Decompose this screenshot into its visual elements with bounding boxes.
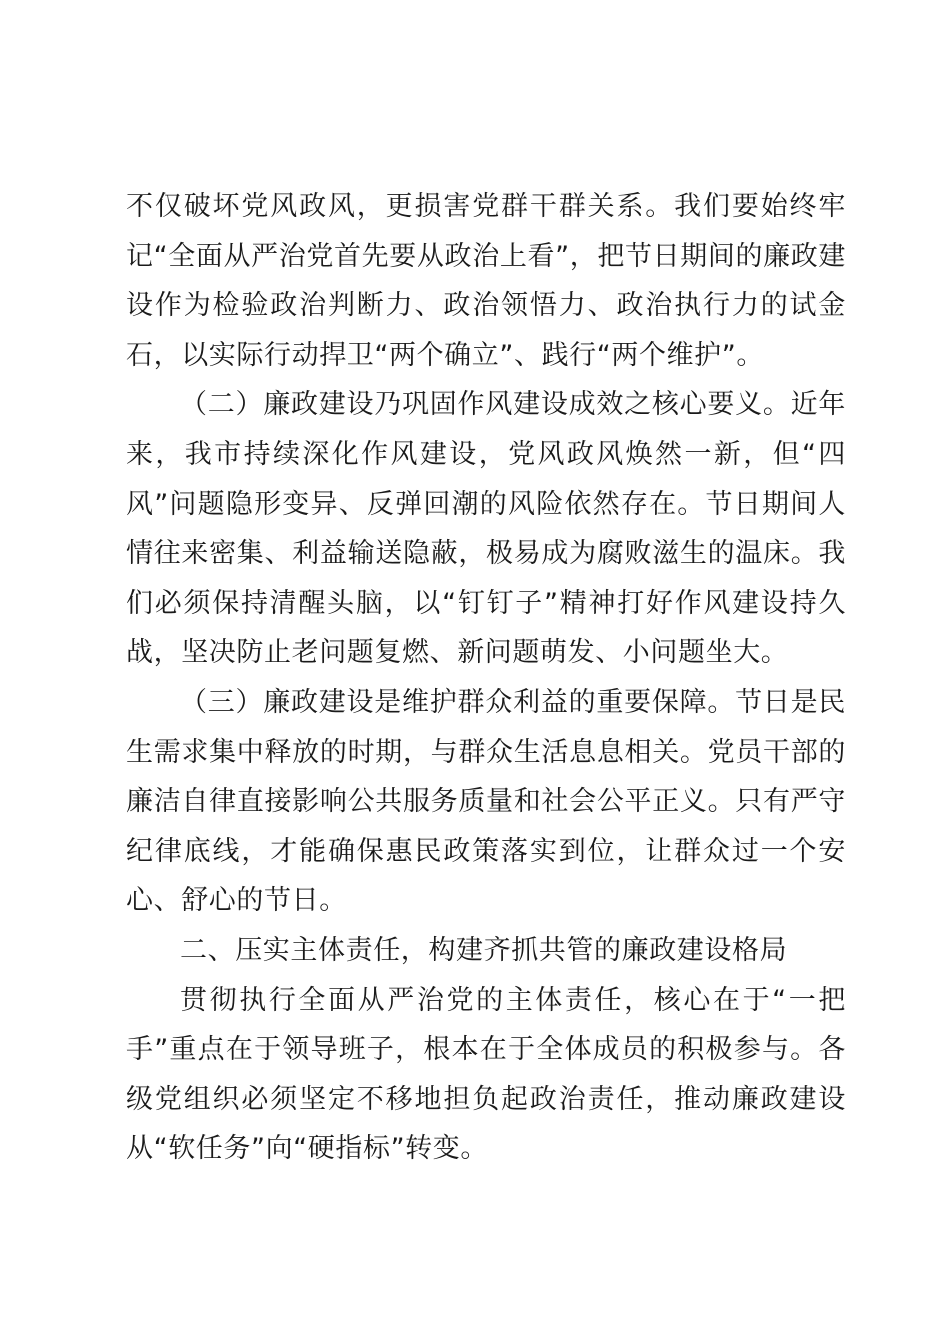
paragraph-section-two: （二）廉政建设乃巩固作风建设成效之核心要义。近年来，我市持续深化作风建设，党风政风焕然一新，但“四风”问题隐形变异、反弹回潮的风险依然存在。节日期间人情往来密集、利益输送隐蔽，极易成为腐败滋生的温床。我们必须保持清醒头脑，以“钉钉子”精神打好作风建设持久战，坚决防止老问题复燃、新问题萌发、小问题坐大。	[126, 389, 846, 669]
paragraph-responsibility: 贯彻执行全面从严治党的主体责任，核心在于“一把手”重点在于领导班子，根本在于全体成员的积极参与。各级党组织必须坚定不移地担负起政治责任，推动廉政建设从“软任务”向“硬指标”转变。	[126, 984, 846, 1165]
section-heading: 二、压实主体责任，构建齐抓共管的廉政建设格局	[180, 934, 788, 966]
document-body	[126, 182, 846, 1174]
paragraph-continuation: 不仅破坏党风政风，更损害党群干群关系。我们要始终牢记“全面从严治党首先要从政治上看”，把节日期间的廉政建设作为检验政治判断力、政治领悟力、政治执行力的试金石，以实际行动捍卫“两个确立”、践行“两个维护”。	[126, 191, 846, 371]
paragraph-section-three: （三）廉政建设是维护群众利益的重要保障。节日是民生需求集中释放的时期，与群众生活息息相关。党员干部的廉洁自律直接影响公共服务质量和社会公平正义。只有严守纪律底线，才能确保惠民政策落实到位，让群众过一个安心、舒心的节日。	[126, 686, 846, 917]
